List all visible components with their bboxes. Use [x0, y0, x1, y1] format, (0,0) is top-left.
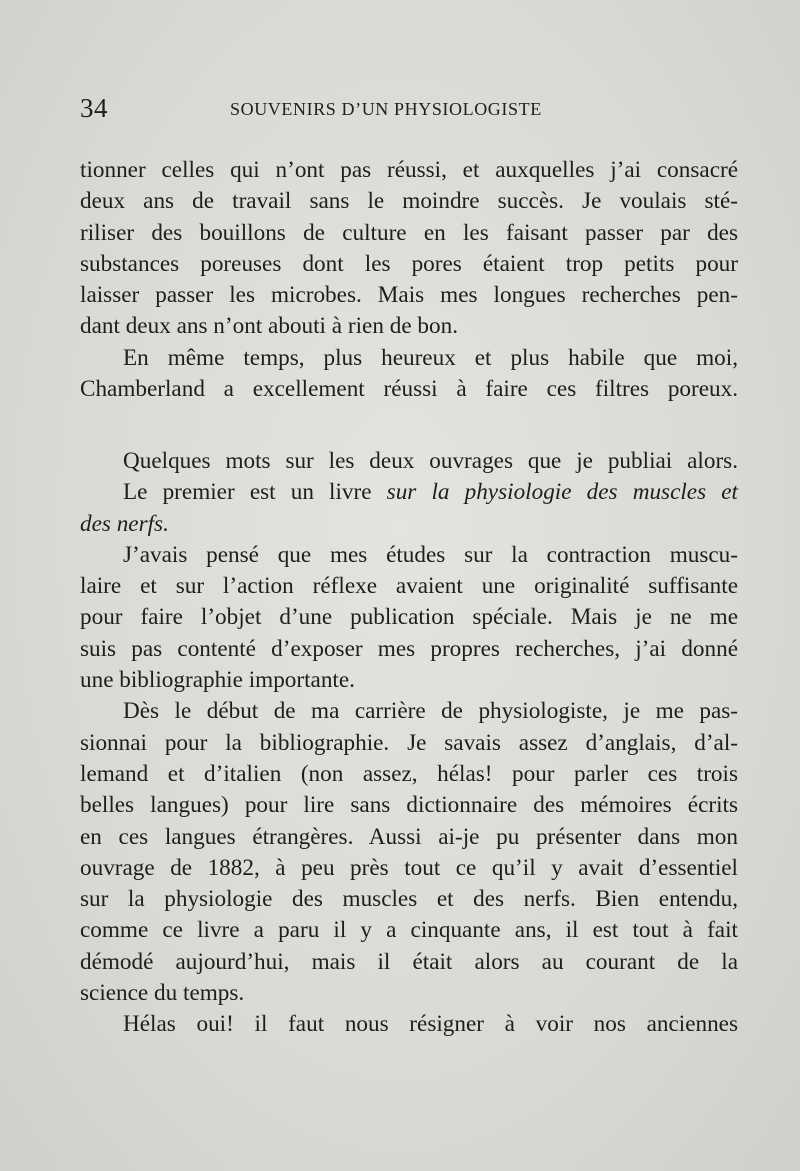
text-line: J’avais pensé que mes études sur la contraction muscu-	[123, 541, 738, 568]
text-line: Dès le début de ma carrière de physiologiste, je me pas-	[123, 698, 738, 725]
text-line: lemand et d’italien (non assez, hélas! pour parler ces trois	[80, 760, 738, 787]
text-line: deux ans de travail sans le moindre succès. Je voulais sté-	[80, 188, 738, 215]
book-title-italic-continued: des nerfs.	[80, 510, 169, 537]
text-line: tionner celles qui n’ont pas réussi, et auxquelles j’ai consacré	[80, 157, 738, 183]
text-line: en ces langues étrangères. Aussi ai-je pu présenter dans mon	[80, 823, 738, 850]
text-line: sur la physiologie des muscles et des nerfs. Bien entendu,	[80, 886, 738, 913]
text-line: dant deux ans n’ont abouti à rien de bon.	[80, 313, 458, 340]
text-line: belles langues) pour lire sans dictionnaire des mémoires écrits	[80, 792, 738, 819]
text-line: En même temps, plus heureux et plus habile que moi,	[123, 344, 738, 371]
text-line	[80, 477, 738, 508]
text-line: Quelques mots sur les deux ouvrages que je publiai alors.	[123, 448, 738, 474]
text-line: pour faire l’objet d’une publication spéciale. Mais je ne me	[80, 604, 738, 631]
text-line: Hélas oui! il faut nous résigner à voir nos anciennes	[123, 1011, 738, 1038]
page-header	[80, 93, 740, 125]
text-line: riliser des bouillons de culture en les faisant passer par des	[80, 219, 738, 246]
paragraph-block-2	[80, 446, 738, 1041]
text-line: démodé aujourd’hui, mais il était alors au courant de la	[80, 948, 738, 975]
running-title: SOUVENIRS D’UN PHYSIOLOGISTE	[230, 99, 542, 119]
paragraph-block-1	[80, 155, 738, 405]
text-span: Le premier est un livre	[123, 479, 387, 506]
text-line: laisser passer les microbes. Mais mes longues recherches pen-	[80, 282, 738, 309]
text-line: une bibliographie importante.	[80, 667, 355, 694]
text-line: suis pas contenté d’exposer mes propres recherches, j’ai donné	[80, 635, 738, 662]
text-line: ouvrage de 1882, à peu près tout ce qu’il y avait d’essentiel	[80, 854, 738, 881]
text-line: science du temps.	[80, 980, 245, 1007]
page-number: 34	[80, 93, 108, 123]
text-line: substances poreuses dont les pores étaient trop petits pour	[80, 250, 738, 277]
text-line: comme ce livre a paru il y a cinquante ans, il est tout à fait	[80, 917, 738, 944]
book-title-italic: sur la physiologie des muscles et	[386, 479, 738, 506]
text-line: laire et sur l’action réflexe avaient une originalité suffisante	[80, 573, 738, 600]
text-line: sionnai pour la bibliographie. Je savais assez d’anglais, d’al-	[80, 729, 738, 756]
text-line: Chamberland a excellement réussi à faire ces filtres poreux.	[80, 376, 738, 403]
